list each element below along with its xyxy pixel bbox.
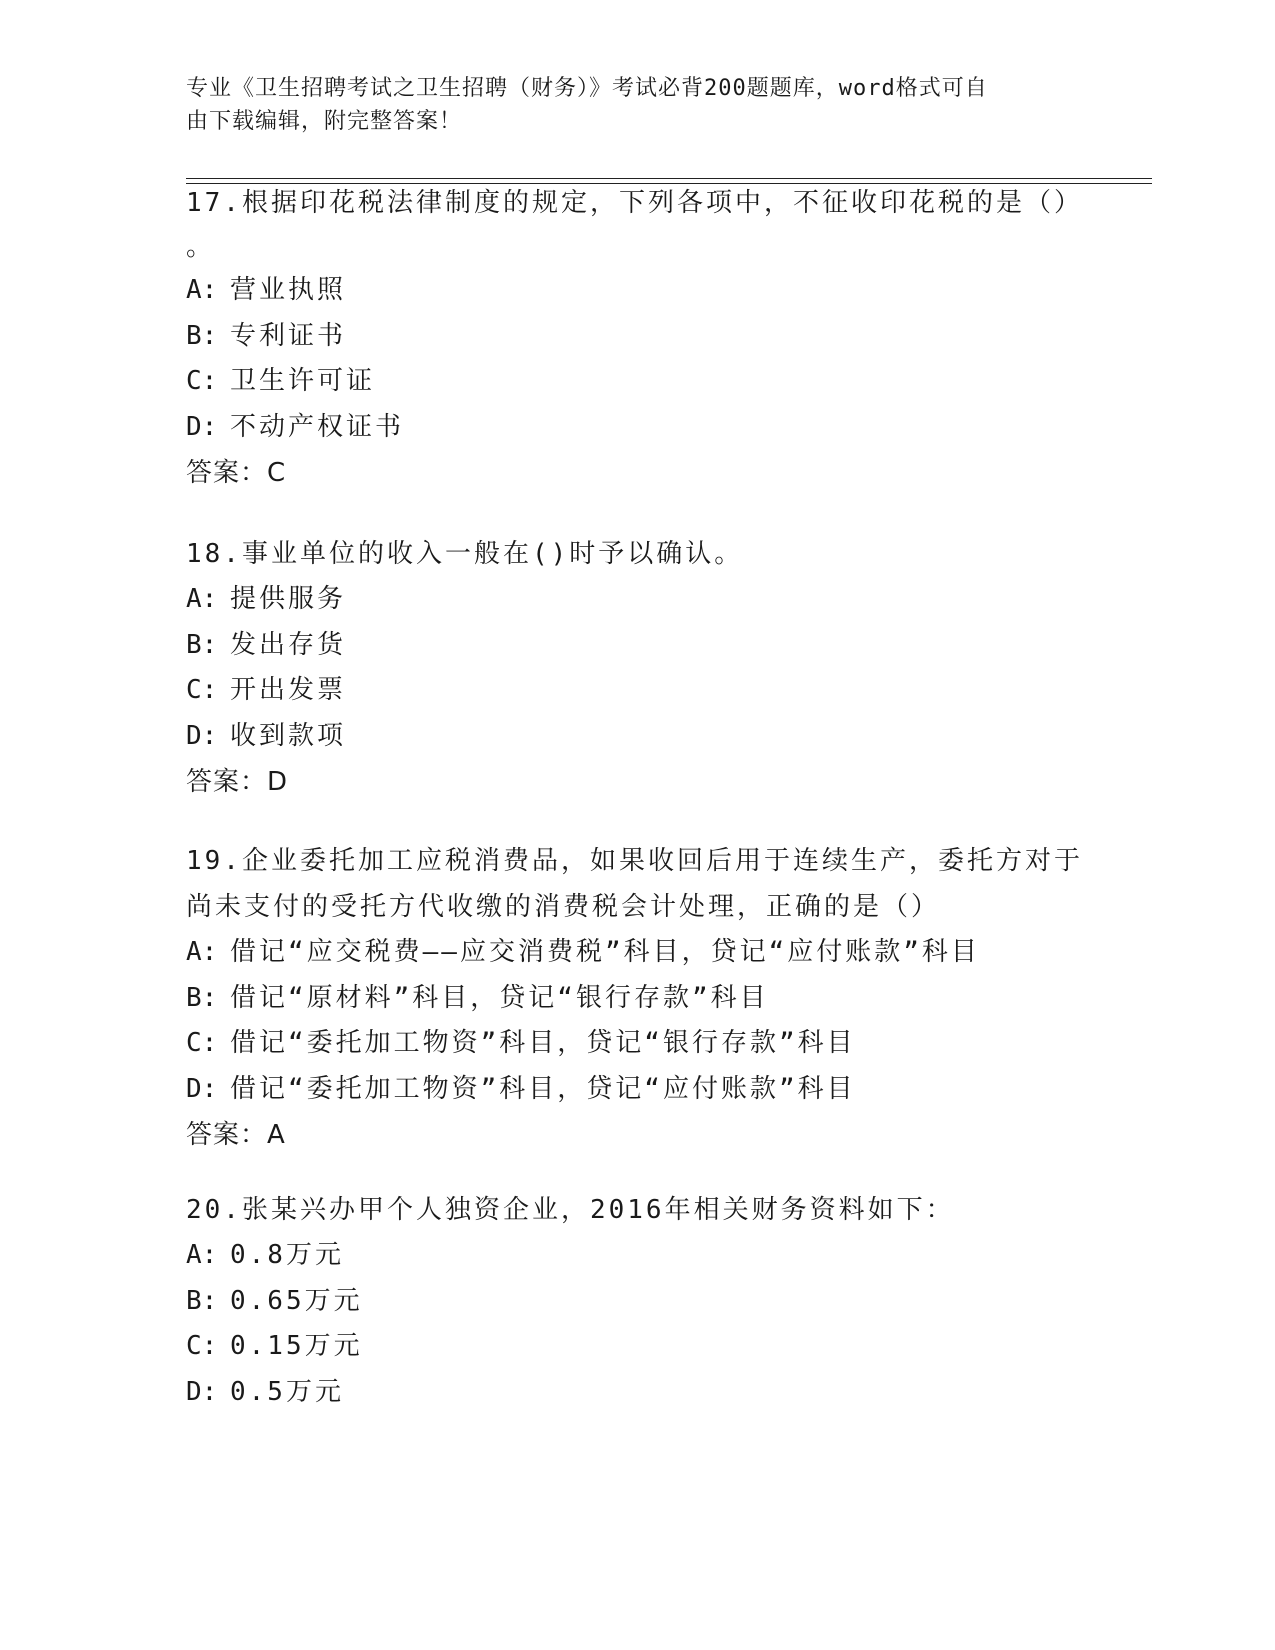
option-key: A:: [186, 275, 218, 305]
option-b: [186, 314, 1086, 360]
header-divider: [186, 178, 1152, 179]
option-text: 卫生许可证: [230, 366, 376, 396]
option-text: 开出发票: [230, 675, 347, 705]
option-key: C:: [186, 675, 218, 705]
option-d: [186, 405, 1086, 451]
answer-line: 答案：C: [186, 458, 287, 488]
option-c: [186, 359, 1086, 405]
question-20: [186, 1187, 1086, 1415]
document-header: [186, 72, 1086, 138]
option-a: [186, 1233, 1086, 1279]
option-a: [186, 268, 1086, 314]
option-text: 借记“原材料”科目，贷记“银行存款”科目: [230, 982, 769, 1013]
option-key: B:: [186, 320, 218, 351]
option-text: 0.5万元: [230, 1376, 344, 1407]
question-stem: 18.事业单位的收入一般在()时予以确认。: [186, 539, 744, 569]
option-key: B:: [186, 1285, 218, 1316]
answer-line: 答案：A: [186, 1120, 286, 1150]
option-text: 借记“应交税费——应交消费税”科目，贷记“应付账款”科目: [230, 937, 980, 967]
option-text: 不动产权证书: [230, 411, 405, 442]
question-stem-cont: 。: [186, 232, 216, 262]
option-text: 专利证书: [230, 320, 347, 351]
option-b: [186, 976, 1086, 1022]
option-text: 借记“委托加工物资”科目，贷记“银行存款”科目: [230, 1028, 856, 1058]
option-b: [186, 623, 1086, 669]
answer-line: 答案：D: [186, 767, 289, 797]
option-key: C:: [186, 1028, 218, 1058]
question-17: [186, 180, 1086, 496]
option-text: 0.8万元: [230, 1240, 344, 1270]
option-key: D:: [186, 1073, 218, 1104]
question-19: [186, 838, 1086, 1158]
option-c: [186, 668, 1086, 714]
option-text: 发出存货: [230, 629, 347, 660]
option-text: 收到款项: [230, 720, 347, 751]
option-c: [186, 1324, 1086, 1370]
option-text: 提供服务: [230, 584, 347, 614]
option-d: [186, 1370, 1086, 1416]
header-line-2: 由下载编辑，附完整答案！: [186, 109, 463, 134]
option-key: C:: [186, 366, 218, 396]
option-key: D:: [186, 720, 218, 751]
question-stem: 19.企业委托加工应税消费品，如果收回后用于连续生产，委托方对于: [186, 846, 1083, 876]
question-stem-cont: 尚未支付的受托方代收缴的消费税会计处理，正确的是（）: [186, 892, 941, 922]
option-key: D:: [186, 411, 218, 442]
option-text: 营业执照: [230, 275, 347, 305]
header-line-1: 专业《卫生招聘考试之卫生招聘（财务）》考试必背200题题库，word格式可自: [186, 76, 988, 101]
option-a: [186, 577, 1086, 623]
option-key: A:: [186, 937, 218, 967]
option-c: [186, 1021, 1086, 1067]
option-d: [186, 1067, 1086, 1113]
option-d: [186, 714, 1086, 760]
question-18: [186, 531, 1086, 805]
question-stem: 17.根据印花税法律制度的规定，下列各项中，不征收印花税的是（）: [186, 188, 1083, 218]
option-key: A:: [186, 584, 218, 614]
option-text: 0.65万元: [230, 1285, 363, 1316]
option-key: B:: [186, 629, 218, 660]
option-key: D:: [186, 1376, 218, 1407]
option-key: C:: [186, 1331, 218, 1361]
option-text: 0.15万元: [230, 1331, 363, 1361]
option-key: A:: [186, 1240, 218, 1270]
option-b: [186, 1279, 1086, 1325]
option-key: B:: [186, 982, 218, 1013]
question-stem: 20.张某兴办甲个人独资企业，2016年相关财务资料如下：: [186, 1195, 955, 1225]
option-a: [186, 930, 1086, 976]
option-text: 借记“委托加工物资”科目，贷记“应付账款”科目: [230, 1073, 856, 1104]
